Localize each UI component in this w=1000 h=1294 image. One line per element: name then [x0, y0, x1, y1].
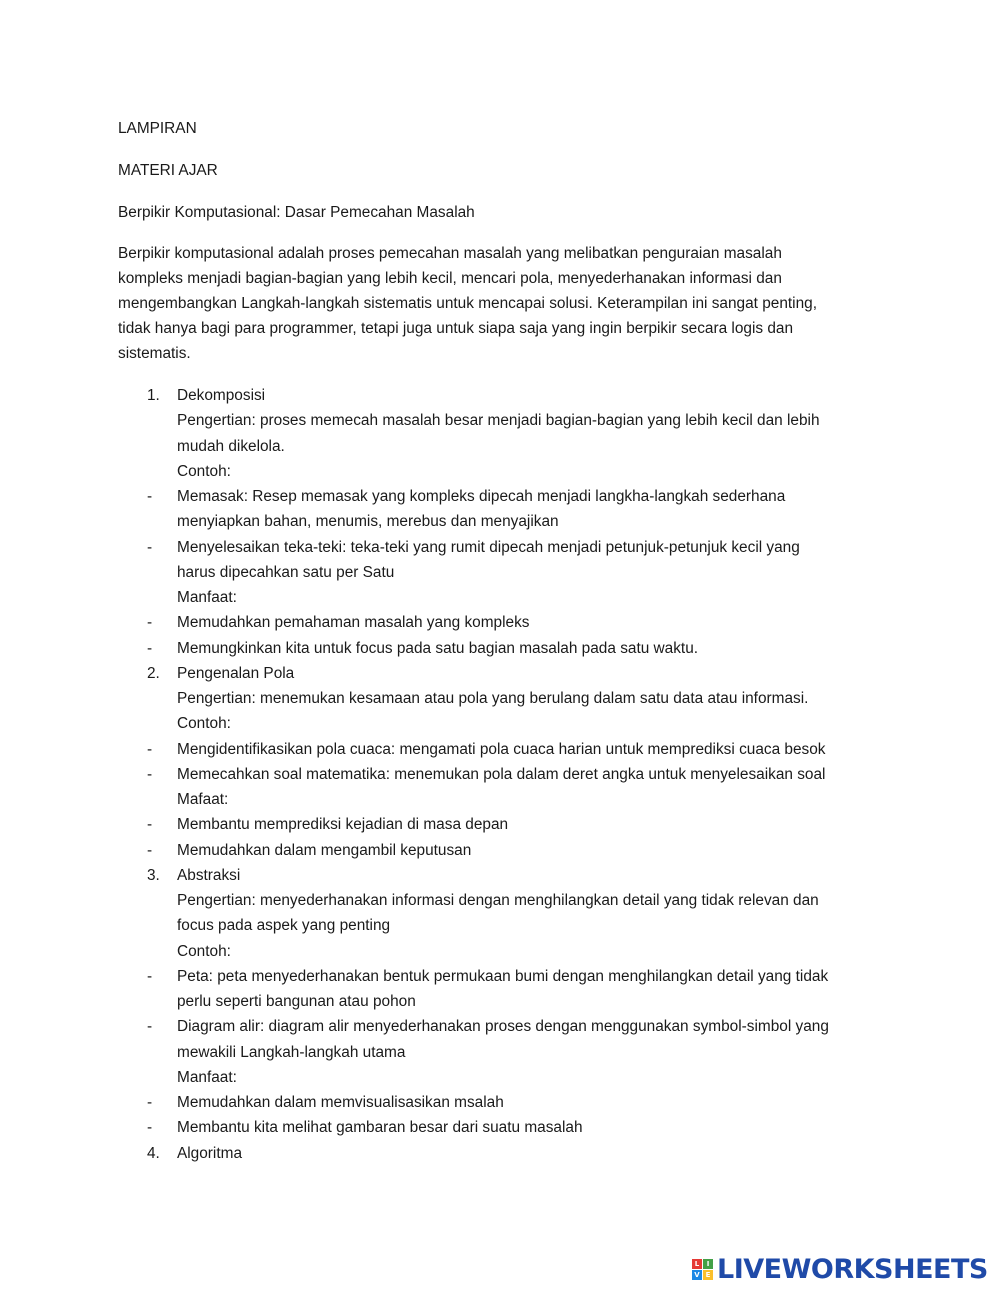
bullet-dash: - — [147, 816, 153, 833]
logo-letter-tile: L — [692, 1259, 702, 1269]
bullet-dash: - — [147, 968, 153, 985]
list-item-text: perlu seperti bangunan atau pohon — [177, 993, 416, 1010]
intro-line: sistematis. — [118, 345, 191, 362]
list-item-text: Memudahkan dalam mengambil keputusan — [177, 842, 472, 859]
list-item-text: Contoh: — [177, 715, 231, 732]
list-item-text: Peta: peta menyederhanakan bentuk permukaan bumi dengan menghilangkan detail yang tidak — [177, 968, 829, 985]
logo-letter-tile: V — [692, 1270, 702, 1280]
bullet-dash: - — [147, 1094, 153, 1111]
list-item-text: focus pada aspek yang penting — [177, 917, 391, 934]
logo-letter-tile: I — [703, 1259, 713, 1269]
liveworksheets-logo-icon — [692, 1259, 713, 1280]
list-item-text: Membantu kita melihat gambaran besar dari suatu masalah — [177, 1119, 583, 1136]
intro-line: tidak hanya bagi para programmer, tetapi juga untuk siapa saja yang ingin berpikir secara logis dan — [118, 320, 794, 337]
list-item-text: Memudahkan dalam memvisualisasikan msalah — [177, 1094, 504, 1111]
bullet-dash: - — [147, 488, 153, 505]
list-item-text: Pengertian: menemukan kesamaan atau pola yang berulang dalam satu data atau informasi. — [177, 690, 809, 707]
list-item-text: Mengidentifikasikan pola cuaca: mengamati pola cuaca harian untuk memprediksi cuaca besok — [177, 741, 826, 758]
list-item-text: Menyelesaikan teka-teki: teka-teki yang rumit dipecah menjadi petunjuk-petunjuk kecil yang — [177, 539, 800, 556]
bullet-dash: - — [147, 1119, 153, 1136]
list-item-text: Manfaat: — [177, 589, 237, 606]
document-title: Berpikir Komputasional: Dasar Pemecahan Masalah — [118, 204, 475, 221]
list-number: 4. — [147, 1145, 160, 1162]
bullet-dash: - — [147, 640, 153, 657]
list-item-text: Contoh: — [177, 943, 231, 960]
bullet-dash: - — [147, 614, 153, 631]
bullet-dash: - — [147, 766, 153, 783]
list-item-text: Memungkinkan kita untuk focus pada satu bagian masalah pada satu waktu. — [177, 640, 699, 657]
list-item-text: Membantu memprediksi kejadian di masa depan — [177, 816, 509, 833]
list-item-text: Contoh: — [177, 463, 231, 480]
list-item-text: Manfaat: — [177, 1069, 237, 1086]
list-item-text: Pengenalan Pola — [177, 665, 295, 682]
list-item-text: Pengertian: menyederhanakan informasi dengan menghilangkan detail yang tidak relevan dan — [177, 892, 819, 909]
list-item-text: Dekomposisi — [177, 387, 266, 404]
list-item-text: mudah dikelola. — [177, 438, 285, 455]
list-item-text: Algoritma — [177, 1145, 243, 1162]
intro-line: kompleks menjadi bagian-bagian yang lebih kecil, mencari pola, menyederhanakan informasi dan — [118, 270, 782, 287]
list-number: 3. — [147, 867, 160, 884]
list-item-text: Memecahkan soal matematika: menemukan pola dalam deret angka untuk menyelesaikan soal — [177, 766, 826, 783]
list-item-text: Mafaat: — [177, 791, 229, 808]
intro-line: Berpikir komputasional adalah proses pemecahan masalah yang melibatkan penguraian masalah — [118, 245, 782, 262]
heading-materi-ajar: MATERI AJAR — [118, 162, 218, 179]
list-item-text: Memudahkan pemahaman masalah yang kompleks — [177, 614, 530, 631]
list-number: 2. — [147, 665, 160, 682]
list-item-text: menyiapkan bahan, menumis, merebus dan menyajikan — [177, 513, 559, 530]
intro-line: mengembangkan Langkah-langkah sistematis untuk mencapai solusi. Keterampilan ini sangat penting, — [118, 295, 817, 312]
bullet-dash: - — [147, 842, 153, 859]
list-number: 1. — [147, 387, 160, 404]
bullet-dash: - — [147, 539, 153, 556]
watermark-text: LIVEWORKSHEETS — [717, 1253, 988, 1285]
bullet-dash: - — [147, 1018, 153, 1035]
list-item-text: mewakili Langkah-langkah utama — [177, 1044, 406, 1061]
liveworksheets-watermark — [692, 1254, 988, 1284]
list-item-text: harus dipecahkan satu per Satu — [177, 564, 395, 581]
list-item-text: Memasak: Resep memasak yang kompleks dipecah menjadi langkha-langkah sederhana — [177, 488, 786, 505]
list-item-text: Pengertian: proses memecah masalah besar menjadi bagian-bagian yang lebih kecil dan lebih — [177, 412, 820, 429]
bullet-dash: - — [147, 741, 153, 758]
list-item-text: Abstraksi — [177, 867, 241, 884]
logo-letter-tile: E — [703, 1270, 713, 1280]
list-item-text: Diagram alir: diagram alir menyederhanakan proses dengan menggunakan symbol-simbol yang — [177, 1018, 829, 1035]
heading-lampiran: LAMPIRAN — [118, 120, 197, 137]
